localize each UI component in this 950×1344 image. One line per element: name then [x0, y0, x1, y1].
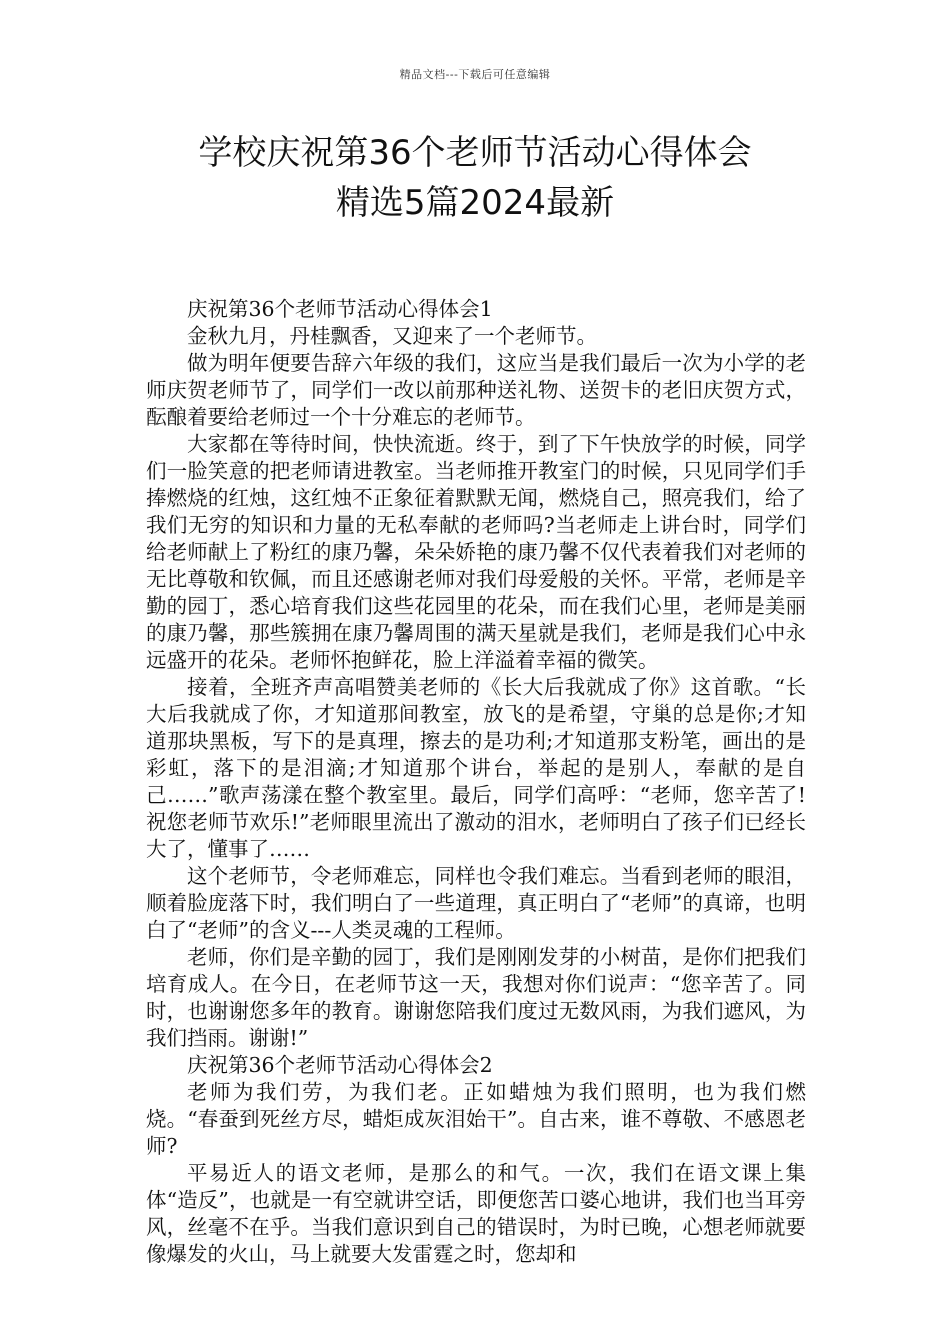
paragraph: 这个老师节，令老师难忘，同样也令我们难忘。当看到老师的眼泪，顺着脸庞落下时，我们明白了一些道理，真正明白了“老师”的真谛，也明白了“老师”的含义---人类灵魂的工程师。 — [146, 864, 806, 942]
header-note: 精品文档---下载后可任意编辑 — [399, 68, 551, 81]
paragraph: 老师为我们劳，为我们老。正如蜡烛为我们照明，也为我们燃烧。“春蚕到死丝方尽，蜡炬成灰泪始干”。自古来，谁不尊敬、不感恩老师? — [146, 1080, 806, 1158]
title-line-1: 学校庆祝第36个老师节活动心得体会 — [198, 133, 752, 173]
section-heading-2: 庆祝第36个老师节活动心得体会2 — [187, 1053, 493, 1077]
paragraph: 大家都在等待时间，快快流逝。终于，到了下午快放学的时候，同学们一脸笑意的把老师请进教室。当老师推开教室门的时候，只见同学们手捧燃烧的红烛，这红烛不正象征着默默无闻，燃烧自己，照亮我们，给了我们无穷的知识和力量的无私奉献的老师吗?当老师走上讲台时，同学们给老师献上了粉红的康乃馨，朵朵娇艳的康乃馨不仅代表着我们对老师的无比尊敬和钦佩，而且还感谢老师对我们母爱般的关怀。平常，老师是辛勤的园丁，悉心培育我们这些花园里的花朵，而在我们心里，老师是美丽的康乃馨，那些簇拥在康乃馨周围的满天星就是我们，老师是我们心中永远盛开的花朵。老师怀抱鲜花，脸上洋溢着幸福的微笑。 — [146, 432, 806, 672]
paragraph: 金秋九月，丹桂飘香，又迎来了一个老师节。 — [187, 324, 597, 348]
document-body — [146, 296, 806, 1268]
paragraph: 平易近人的语文老师，是那么的和气。一次，我们在语文课上集体“造反”，也就是一有空就讲空话，即便您苦口婆心地讲，我们也当耳旁风，丝毫不在乎。当我们意识到自己的错误时，为时已晚，心想老师就要像爆发的火山，马上就要大发雷霆之时，您却和 — [146, 1161, 806, 1266]
title-line-2: 精选5篇2024最新 — [335, 183, 615, 223]
paragraph: 做为明年便要告辞六年级的我们，这应当是我们最后一次为小学的老师庆贺老师节了，同学们一改以前那种送礼物、送贺卡的老旧庆贺方式，酝酿着要给老师过一个十分难忘的老师节。 — [146, 351, 806, 429]
section-heading-1: 庆祝第36个老师节活动心得体会1 — [187, 297, 493, 321]
document-title — [80, 128, 870, 228]
paragraph: 接着，全班齐声高唱赞美老师的《长大后我就成了你》这首歌。“长大后我就成了你，才知道那间教室，放飞的是希望，守巢的总是你;才知道那块黑板，写下的是真理，擦去的是功利;才知道那支粉笔，画出的是彩虹，落下的是泪滴;才知道那个讲台，举起的是别人，奉献的是自己……”歌声荡漾在整个教室里。最后，同学们高呼：“老师，您辛苦了!祝您老师节欢乐!”老师眼里流出了激动的泪水，老师明白了孩子们已经长大了，懂事了…… — [146, 675, 806, 861]
paragraph: 老师，你们是辛勤的园丁，我们是刚刚发芽的小树苗，是你们把我们培育成人。在今日，在老师节这一天，我想对你们说声：“您辛苦了。同时，也谢谢您多年的教育。谢谢您陪我们度过无数风雨，为我们遮风，为我们挡雨。谢谢!” — [146, 945, 806, 1050]
